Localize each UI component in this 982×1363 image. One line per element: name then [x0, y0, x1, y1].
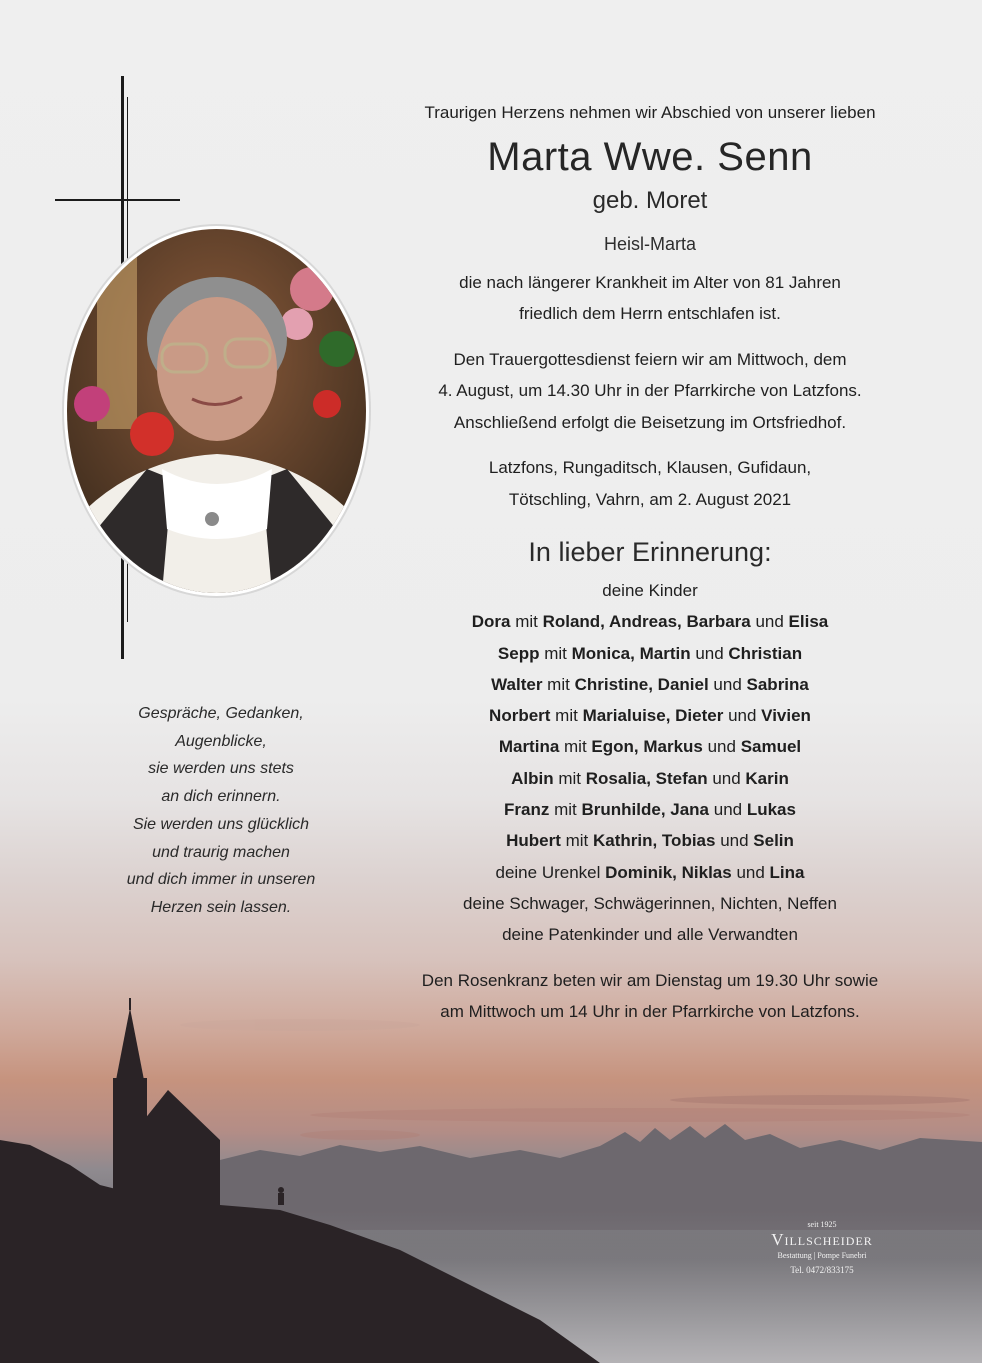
family-line [400, 731, 900, 762]
family-connector: mit [549, 800, 582, 820]
family-names: Albin [511, 768, 554, 788]
family-names: Hubert [506, 831, 561, 851]
death-line: die nach längerer Krankheit im Alter von 81 Jahren [459, 272, 841, 292]
family-connector: und [707, 768, 746, 788]
family-names: Sepp [497, 643, 540, 663]
family-connector: und [690, 643, 729, 663]
family-connector: und [708, 674, 747, 694]
family-connector: und [702, 737, 741, 757]
family-names: Egon, Markus [591, 737, 703, 757]
family-names: Rosalia, Stefan [585, 768, 708, 788]
funeral-line: Den Trauergottesdienst feiern wir am Mittwoch, dem [453, 349, 847, 369]
family-connector: mit [560, 831, 593, 851]
family-list [400, 606, 900, 888]
family-names: Norbert [489, 706, 551, 726]
family-line [400, 638, 900, 669]
family-line [400, 794, 900, 825]
brand-since: seit 1925 [807, 1220, 837, 1229]
family-connector: mit [553, 768, 586, 788]
family-connector: und [731, 862, 770, 882]
intro-line: Traurigen Herzens nehmen wir Abschied von unserer lieben [424, 103, 876, 122]
relatives-line: deine Schwager, Schwägerinnen, Nichten, Neffen [463, 893, 837, 913]
family-connector: und [709, 800, 747, 820]
family-names: Monica, Martin [571, 643, 691, 663]
family-connector: und [715, 831, 754, 851]
brand-subtitle: Bestattung | Pompe Funebri [777, 1251, 867, 1260]
family-connector: mit [510, 612, 543, 632]
birth-name: geb. Moret [592, 186, 708, 214]
spacer [400, 515, 900, 527]
portrait-photo [67, 229, 366, 593]
memory-heading: In lieber Erinnerung: [528, 537, 772, 567]
family-names: Lina [769, 862, 805, 882]
spacer [400, 330, 900, 344]
family-names: Samuel [740, 737, 802, 757]
chapel-silhouette [113, 998, 220, 1205]
rosary-line: am Mittwoch um 14 Uhr in der Pfarrkirche von Latzfons. [440, 1002, 860, 1022]
poem-line: Herzen sein lassen. [150, 898, 292, 916]
poem-line: und traurig machen [152, 843, 290, 861]
children-intro: deine Kinder [602, 581, 698, 600]
spacer [400, 438, 900, 452]
portrait-frame [64, 226, 369, 596]
family-connector: mit [550, 706, 583, 726]
family-connector: mit [542, 674, 575, 694]
poem-line: sie werden uns stets [148, 760, 294, 778]
family-names: Sabrina [746, 674, 809, 694]
family-line [400, 700, 900, 731]
poem-line: Gespräche, Gedanken, [138, 705, 304, 722]
family-line [400, 825, 900, 856]
family-names: Vivien [761, 706, 811, 726]
family-connector: deine Urenkel [495, 862, 606, 882]
place-date-line: Latzfons, Rungaditsch, Klausen, Gufidaun, [488, 458, 812, 477]
family-names: Walter [491, 674, 543, 694]
family-names: Lukas [746, 800, 796, 820]
death-line: friedlich dem Herrn entschlafen ist. [519, 304, 781, 323]
family-connector: und [750, 612, 789, 632]
family-names: Brunhilde, Jana [581, 800, 710, 820]
family-names: Dora [471, 612, 511, 632]
family-names: Christine, Daniel [574, 674, 709, 694]
family-line [400, 857, 900, 888]
family-names: Selin [753, 831, 794, 851]
poem-line: Augenblicke, [175, 732, 267, 750]
brand-name: Villscheider [771, 1230, 873, 1249]
poem-line: und dich immer in unseren [126, 871, 316, 889]
family-names: Karin [745, 768, 789, 788]
poem-line: Sie werden uns glücklich [132, 815, 310, 833]
family-connector: mit [559, 737, 592, 757]
deceased-name: Marta Wwe. Senn [487, 134, 813, 179]
funeral-line: 4. August, um 14.30 Uhr in der Pfarrkirche von Latzfons. [438, 381, 862, 400]
family-names: Martina [498, 737, 560, 757]
relatives-line: deine Patenkinder und alle Verwandten [502, 925, 798, 945]
brand-phone: Tel. 0472/833175 [790, 1265, 854, 1275]
nickname: Heisl-Marta [603, 233, 696, 254]
family-names: Christian [728, 643, 803, 663]
obituary-text [400, 97, 900, 1028]
rosary-line: Den Rosenkranz beten wir am Dienstag um 19.30 Uhr sowie [421, 970, 879, 990]
cross-horizontal-bar [55, 199, 180, 201]
hiker-silhouette [278, 1187, 284, 1205]
funeral-home-logo [752, 1220, 892, 1278]
family-names: Marialuise, Dieter [582, 706, 724, 726]
funeral-line: Anschließend erfolgt die Beisetzung im Ortsfriedhof. [453, 412, 847, 432]
family-connector: und [723, 706, 762, 726]
cloud-streaks [180, 1019, 970, 1140]
family-names: Elisa [788, 612, 829, 632]
poem-line: an dich erinnern. [161, 788, 281, 806]
spacer [400, 951, 900, 965]
family-names: Roland, Andreas, Barbara [542, 612, 751, 632]
family-line [400, 763, 900, 794]
poem [96, 700, 346, 922]
place-date-line: Tötschling, Vahrn, am 2. August 2021 [508, 489, 792, 509]
family-names: Dominik, Niklas [605, 862, 732, 882]
family-connector: mit [539, 643, 572, 663]
family-names: Kathrin, Tobias [592, 831, 716, 851]
family-line [400, 669, 900, 700]
family-line [400, 606, 900, 637]
family-names: Franz [504, 800, 550, 820]
